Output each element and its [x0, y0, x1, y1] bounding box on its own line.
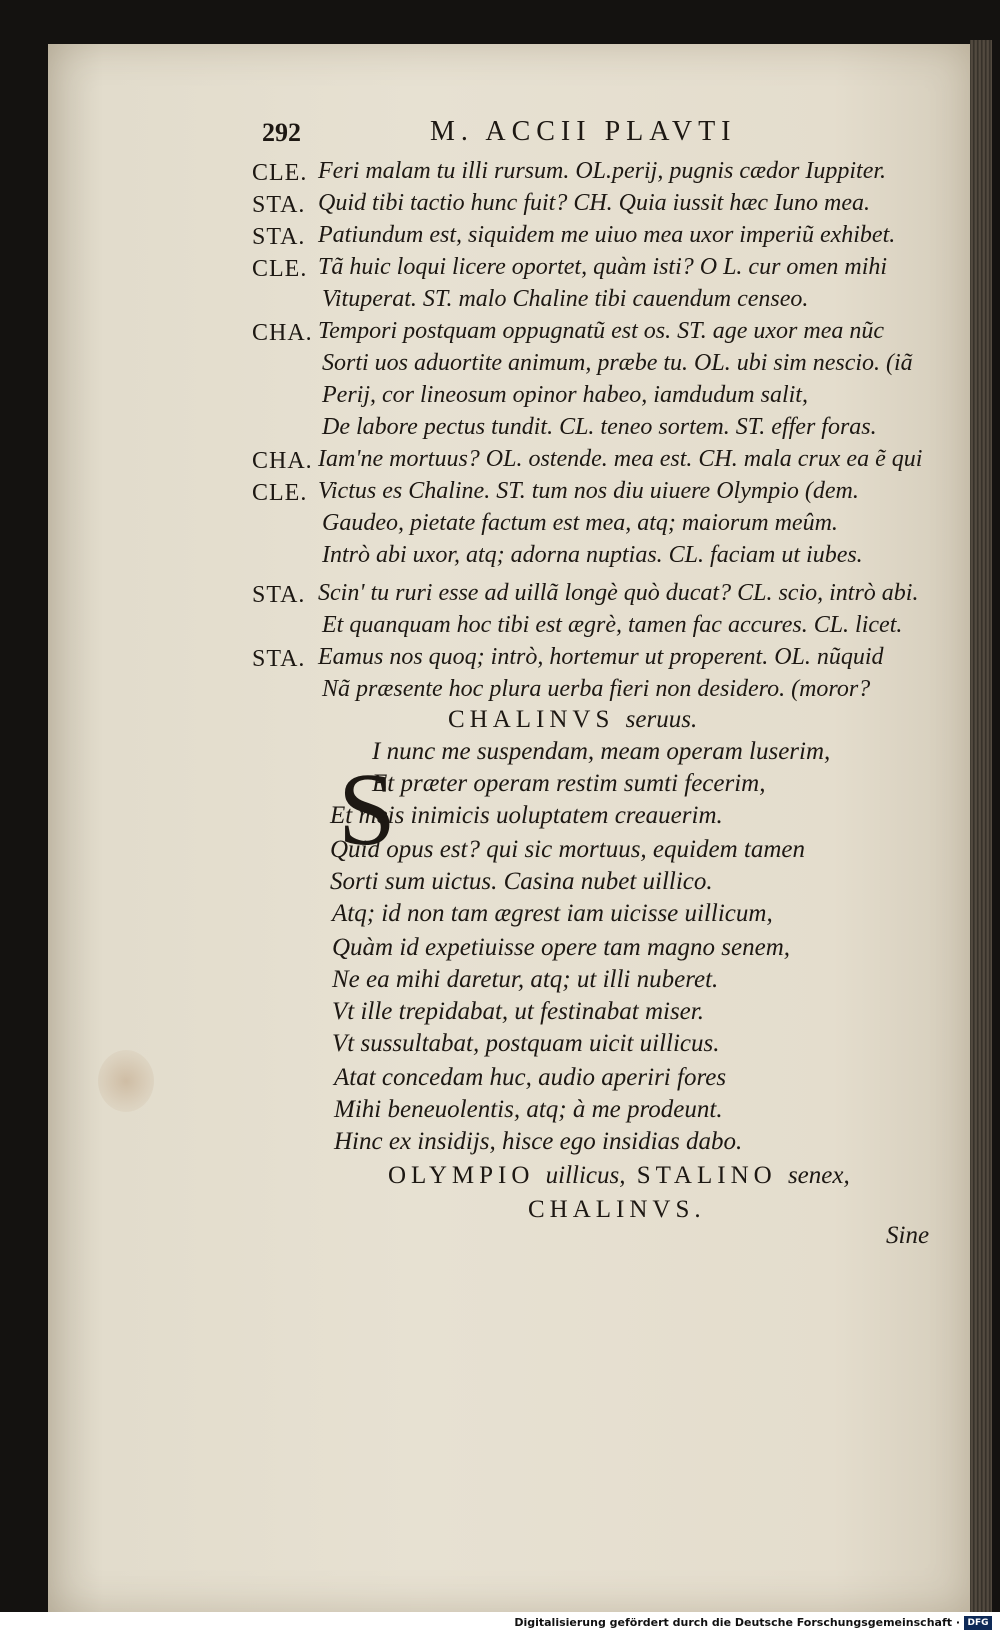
- scene-heading-role: seruus.: [625, 706, 698, 733]
- speaker-label: CHA.: [252, 448, 313, 474]
- dialogue-line: Intrò abi uxor, atq; adorna nuptias. CL. faciam ut iubes.: [322, 542, 863, 568]
- scene-heading-name: CHALINVS: [448, 706, 615, 733]
- dialogue-line: Perij, cor lineosum opinor habeo, iamdudum salit,: [322, 382, 808, 408]
- footer-credit: Digitalisierung gefördert durch die Deutsche Forschungsgemeinschaft ·: [514, 1616, 960, 1629]
- dialogue-line: Et quanquam hoc tibi est ægrè, tamen fac accures. CL. licet.: [322, 612, 903, 638]
- verse-line: Vt sussultabat, postquam uicit uillicus.: [332, 1030, 720, 1057]
- character-stalino: STALINO: [636, 1162, 777, 1189]
- verse-line: Quid opus est? qui sic mortuus, equidem tamen: [330, 836, 805, 863]
- dialogue-line: Feri malam tu illi rursum. OL.perij, pugnis cædor Iuppiter.: [318, 158, 887, 184]
- dialogue-line: Quid tibi tactio hunc fuit? CH. Quia iussit hæc Iuno mea.: [318, 190, 870, 216]
- verse-line: Ne ea mihi daretur, atq; ut illi nuberet.: [332, 966, 719, 993]
- character-olympio: OLYMPIO: [388, 1162, 535, 1189]
- speaker-label: STA.: [252, 582, 306, 608]
- speaker-label: STA.: [252, 646, 306, 672]
- dialogue-line: De labore pectus tundit. CL. teneo sortem. ST. effer foras.: [322, 414, 877, 440]
- footer-bar: [0, 1612, 1000, 1636]
- verse-line: Quàm id expetiuisse opere tam magno senem,: [332, 934, 791, 961]
- dialogue-line: Nã præsente hoc plura uerba fieri non desidero. (moror?: [322, 676, 871, 702]
- verse-line: Et præter operam restim sumti fecerim,: [372, 770, 766, 797]
- scene-heading-chalinus: [448, 706, 697, 734]
- running-title: M. ACCII PLAVTI: [430, 116, 737, 147]
- verse-line: Vt ille trepidabat, ut festinabat miser.: [332, 998, 704, 1025]
- scene-heading-line2: [528, 1196, 706, 1224]
- dialogue-line: Tã huic loqui licere oportet, quàm isti? O L. cur omen mihi: [318, 254, 888, 280]
- verse-line: Mihi beneuolentis, atq; à me prodeunt.: [334, 1096, 723, 1123]
- catchword: Sine: [886, 1222, 930, 1249]
- drop-capital: S: [338, 752, 396, 867]
- dialogue-line: Iam'ne mortuus? OL. ostende. mea est. CH. mala crux ea ẽ qui: [318, 446, 923, 472]
- verse-line: Atat concedam huc, audio aperiri fores: [334, 1064, 727, 1091]
- speaker-label: CHA.: [252, 320, 313, 346]
- verse-line: Et meis inimicis uoluptatem creauerim.: [330, 802, 723, 829]
- verse-line: Hinc ex insidijs, hisce ego insidias dabo.: [334, 1128, 743, 1155]
- dialogue-line: Scin' tu ruri esse ad uillã longè quò ducat? CL. scio, intrò abi.: [318, 580, 919, 606]
- dialogue-line: Eamus nos quoq; intrò, hortemur ut properent. OL. nũquid: [318, 644, 884, 670]
- character-chalinus: CHALINVS.: [528, 1196, 706, 1223]
- dialogue-line: Patiundum est, siquidem me uiuo mea uxor imperiũ exhibet.: [318, 222, 896, 248]
- speaker-label: CLE.: [252, 480, 308, 506]
- speaker-label: STA.: [252, 192, 306, 218]
- dialogue-line: Vituperat. ST. malo Chaline tibi cauendum censeo.: [322, 286, 809, 312]
- dfg-logo-icon: DFG: [964, 1616, 992, 1630]
- dialogue-line: Victus es Chaline. ST. tum nos diu uiuere Olympio (dem.: [318, 478, 859, 504]
- page-number: 292: [262, 118, 301, 147]
- dialogue-line: Gaudeo, pietate factum est mea, atq; maiorum meûm.: [322, 510, 838, 536]
- dialogue-line: Sorti uos aduortite animum, præbe tu. OL. ubi sim nescio. (iã: [322, 350, 913, 376]
- role-uillicus: uillicus,: [545, 1162, 626, 1189]
- speaker-label: STA.: [252, 224, 306, 250]
- dialogue-line: Tempori postquam oppugnatũ est os. ST. age uxor mea nũc: [318, 318, 884, 344]
- speaker-label: CLE.: [252, 160, 308, 186]
- verse-line: Sorti sum uictus. Casina nubet uillico.: [330, 868, 713, 895]
- verse-line: Atq; id non tam ægrest iam uicisse uillicum,: [332, 900, 773, 927]
- role-senex: senex,: [787, 1162, 850, 1189]
- scene-heading-line1: [388, 1162, 850, 1190]
- verse-line: I nunc me suspendam, meam operam luserim,: [372, 738, 831, 765]
- speaker-label: CLE.: [252, 256, 308, 282]
